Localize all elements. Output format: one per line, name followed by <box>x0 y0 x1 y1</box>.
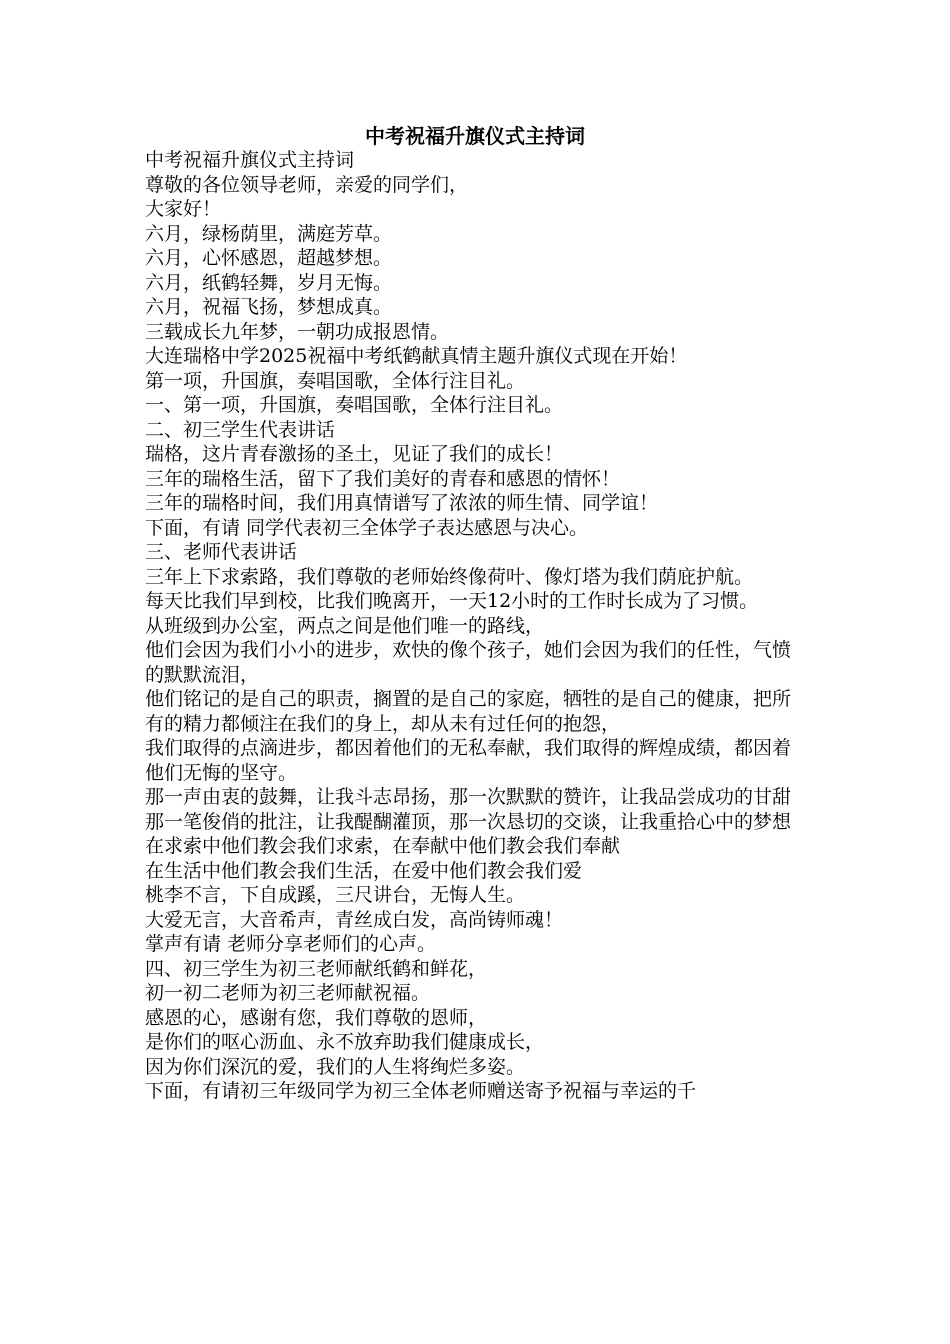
paragraph: 在生活中他们教会我们生活，在爱中他们教会我们爱 <box>145 859 583 882</box>
paragraph: 一、第一项，升国旗，奏唱国歌，全体行注目礼。 <box>145 394 564 416</box>
paragraph: 第一项，升国旗，奏唱国歌，全体行注目礼。 <box>145 369 526 392</box>
paragraph: 桃李不言，下自成蹊，三尺讲台，无悔人生。 <box>145 884 526 906</box>
paragraph: 我们取得的点滴进步，都因着他们的无私奉献，我们取得的辉煌成绩，都因着他们无悔的坚守。 <box>145 737 792 784</box>
paragraph: 三年的瑞格时间，我们用真情谱写了浓浓的师生情、同学谊！ <box>145 492 659 514</box>
paragraph: 六月，祝福飞扬，梦想成真。 <box>145 296 393 318</box>
paragraph: 尊敬的各位领导老师，亲爱的同学们， <box>145 173 469 196</box>
paragraph: 三载成长九年梦，一朝功成报恩情。 <box>145 320 450 343</box>
paragraph: 大连瑞格中学2025祝福中考纸鹤献真情主题升旗仪式现在开始！ <box>145 345 688 367</box>
section-heading: 四、初三学生为初三老师献纸鹤和鲜花， <box>145 957 488 980</box>
paragraph: 他们铭记的是自己的职责，搁置的是自己的家庭，牺牲的是自己的健康，把所有的精力都倾注在我们的身上，却从未有过任何的抱怨， <box>145 688 792 735</box>
document-title: 中考祝福升旗仪式主持词 <box>365 124 585 148</box>
paragraph: 瑞格，这片青春激扬的圣土，见证了我们的成长！ <box>145 443 564 465</box>
paragraph: 大爱无言，大音希声，青丝成白发，高尚铸师魂！ <box>145 908 564 931</box>
paragraph: 那一声由衷的鼓舞，让我斗志昂扬，那一次默默的赞许，让我品尝成功的甘甜 <box>145 786 792 808</box>
paragraph: 是你们的呕心沥血、永不放弃助我们健康成长， <box>145 1031 545 1053</box>
paragraph: 大家好！ <box>145 198 222 220</box>
paragraph: 因为你们深沉的爱，我们的人生将绚烂多姿。 <box>145 1055 526 1078</box>
paragraph: 他们会因为我们小小的进步，欢快的像个孩子，她们会因为我们的任性，气愤的默默流泪， <box>145 639 792 686</box>
paragraph: 初一初二老师为初三老师献祝福。 <box>145 982 431 1004</box>
document-body <box>145 148 805 1104</box>
paragraph: 每天比我们早到校，比我们晚离开，一天12小时的工作时长成为了习惯。 <box>145 590 759 612</box>
paragraph: 从班级到办公室，两点之间是他们唯一的路线， <box>145 614 545 637</box>
paragraph: 下面，有请初三年级同学为初三全体老师赠送寄予祝福与幸运的千 <box>145 1080 697 1102</box>
paragraph: 三年上下求索路，我们尊敬的老师始终像荷叶、像灯塔为我们荫庇护航。 <box>145 565 754 588</box>
paragraph: 在求索中他们教会我们求索，在奉献中他们教会我们奉献 <box>145 835 621 857</box>
paragraph: 三年的瑞格生活，留下了我们美好的青春和感恩的情怀！ <box>145 467 621 490</box>
paragraph: 六月，纸鹤轻舞，岁月无悔。 <box>145 271 393 294</box>
paragraph: 那一笔俊俏的批注，让我醍醐灌顶，那一次恳切的交谈，让我重拾心中的梦想 <box>145 810 792 833</box>
paragraph: 掌声有请 老师分享老师们的心声。 <box>145 933 437 955</box>
paragraph: 感恩的心，感谢有您，我们尊敬的恩师， <box>145 1006 488 1029</box>
paragraph: 下面，有请 同学代表初三全体学子表达感恩与决心。 <box>145 516 589 539</box>
section-heading: 三、老师代表讲话 <box>145 541 298 563</box>
paragraph: 六月，心怀感恩，超越梦想。 <box>145 247 393 269</box>
section-heading: 二、初三学生代表讲话 <box>145 418 336 441</box>
paragraph: 六月，绿杨荫里，满庭芳草。 <box>145 222 393 245</box>
paragraph: 中考祝福升旗仪式主持词 <box>145 149 355 171</box>
